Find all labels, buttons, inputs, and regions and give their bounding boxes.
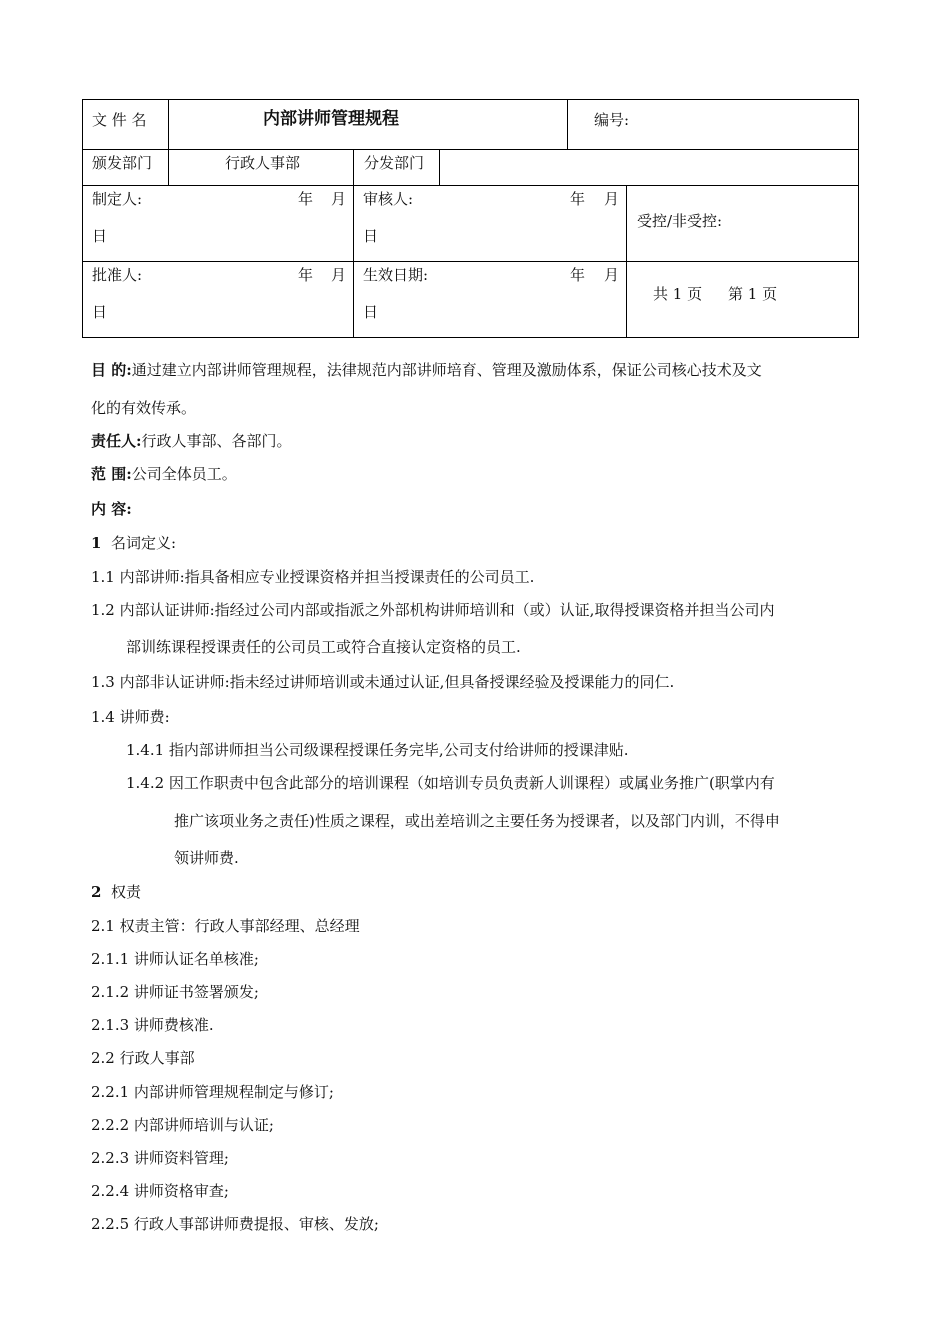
table-col-divider [626, 185, 627, 338]
distribution-department-label: 分发部门 [364, 154, 425, 172]
page-number: 第 1 页 [728, 285, 778, 303]
section-2-heading [91, 882, 141, 902]
maker-month: 月 [331, 190, 347, 208]
table-border-left [82, 99, 83, 338]
control-status-label: 受控/非受控: [637, 212, 723, 230]
reviewer-year: 年 [570, 190, 586, 208]
purpose-text: 通过建立内部讲师管理规程，法律规范内部讲师培育、管理及激励体系，保证公司核心技术及文 [131, 361, 762, 379]
purpose-line [91, 360, 762, 380]
issue-department-label: 颁发部门 [92, 154, 153, 172]
approver-label: 批准人: [92, 266, 143, 284]
clause-1-2: 1.2 内部认证讲师:指经过公司内部或指派之外部机构讲师培训和（或）认证,取得授课资格并担当公司内 [91, 601, 775, 619]
section-1-title: 名词定义: [110, 534, 177, 552]
clause-2-1: 2.1 权责主管：行政人事部经理、总经理 [91, 917, 360, 935]
owner-text: 行政人事部、各部门。 [141, 432, 292, 450]
maker-label: 制定人: [92, 190, 143, 208]
document-header-table [82, 99, 859, 338]
approver-day: 日 [92, 303, 108, 321]
clause-1-4-2-cont: 领讲师费. [174, 849, 239, 867]
clause-2-1-1: 2.1.1 讲师认证名单核准; [91, 950, 259, 968]
clause-1-4-2: 1.4.2 因工作职责中包含此部分的培训课程（如培训专员负责新人训课程）或属业务推广(职掌内有 [126, 774, 775, 792]
scope-text: 公司全体员工。 [131, 465, 237, 483]
table-col-divider [567, 99, 568, 150]
effective-date-label: 生效日期: [363, 266, 429, 284]
clause-1-4-1: 1.4.1 指内部讲师担当公司级课程授课任务完毕,公司支付给讲师的授课津贴. [126, 741, 629, 759]
section-1-number: 1 [91, 534, 102, 552]
reviewer-label: 审核人: [363, 190, 414, 208]
purpose-label: 目 的: [91, 361, 132, 379]
table-border-top [82, 99, 859, 100]
section-1-heading [91, 533, 176, 553]
maker-day: 日 [92, 227, 108, 245]
owner-label: 责任人: [91, 432, 142, 450]
section-2-number: 2 [91, 883, 102, 901]
clause-2-1-3: 2.1.3 讲师费核准. [91, 1016, 214, 1034]
table-row-divider [82, 185, 859, 186]
effective-month: 月 [604, 266, 620, 284]
approver-year: 年 [298, 266, 314, 284]
document-number-label: 编号: [594, 111, 630, 129]
maker-year: 年 [298, 190, 314, 208]
effective-day: 日 [363, 303, 379, 321]
table-row-divider [82, 261, 859, 262]
purpose-line-2: 化的有效传承。 [91, 399, 197, 417]
clause-2-2: 2.2 行政人事部 [91, 1049, 195, 1067]
owner-line [91, 431, 292, 451]
table-border-bottom [82, 337, 859, 338]
clause-1-4: 1.4 讲师费: [91, 708, 170, 726]
table-row-divider [82, 149, 859, 150]
clause-2-2-4: 2.2.4 讲师资格审查; [91, 1182, 229, 1200]
document-title: 内部讲师管理规程 [263, 109, 399, 129]
reviewer-month: 月 [604, 190, 620, 208]
table-col-divider [168, 99, 169, 186]
effective-year: 年 [570, 266, 586, 284]
clause-1-4-2-cont: 推广该项业务之责任)性质之课程，或出差培训之主要任务为授课者，以及部门内训，不得申 [174, 812, 780, 830]
clause-1-2-cont: 部训练课程授课责任的公司员工或符合直接认定资格的员工. [126, 638, 521, 656]
total-pages: 共 1 页 [653, 285, 703, 303]
table-col-divider [439, 149, 440, 186]
clause-2-2-2: 2.2.2 内部讲师培训与认证; [91, 1116, 274, 1134]
clause-1-3: 1.3 内部非认证讲师:指未经过讲师培训或未通过认证,但具备授课经验及授课能力的同仁. [91, 673, 675, 691]
clause-2-2-3: 2.2.3 讲师资料管理; [91, 1149, 229, 1167]
file-name-label: 文 件 名 [92, 111, 147, 129]
content-label: 内 容: [91, 500, 132, 518]
clause-2-2-5: 2.2.5 行政人事部讲师费提报、审核、发放; [91, 1215, 379, 1233]
clause-1-1: 1.1 内部讲师:指具备相应专业授课资格并担当授课责任的公司员工. [91, 568, 535, 586]
table-border-right [858, 99, 859, 338]
scope-line [91, 464, 237, 484]
scope-label: 范 围: [91, 465, 132, 483]
reviewer-day: 日 [363, 227, 379, 245]
clause-2-2-1: 2.2.1 内部讲师管理规程制定与修订; [91, 1083, 334, 1101]
clause-2-1-2: 2.1.2 讲师证书签署颁发; [91, 983, 259, 1001]
issue-department-value: 行政人事部 [225, 154, 301, 172]
approver-month: 月 [331, 266, 347, 284]
table-col-divider [353, 149, 354, 338]
section-2-title: 权责 [110, 883, 141, 901]
